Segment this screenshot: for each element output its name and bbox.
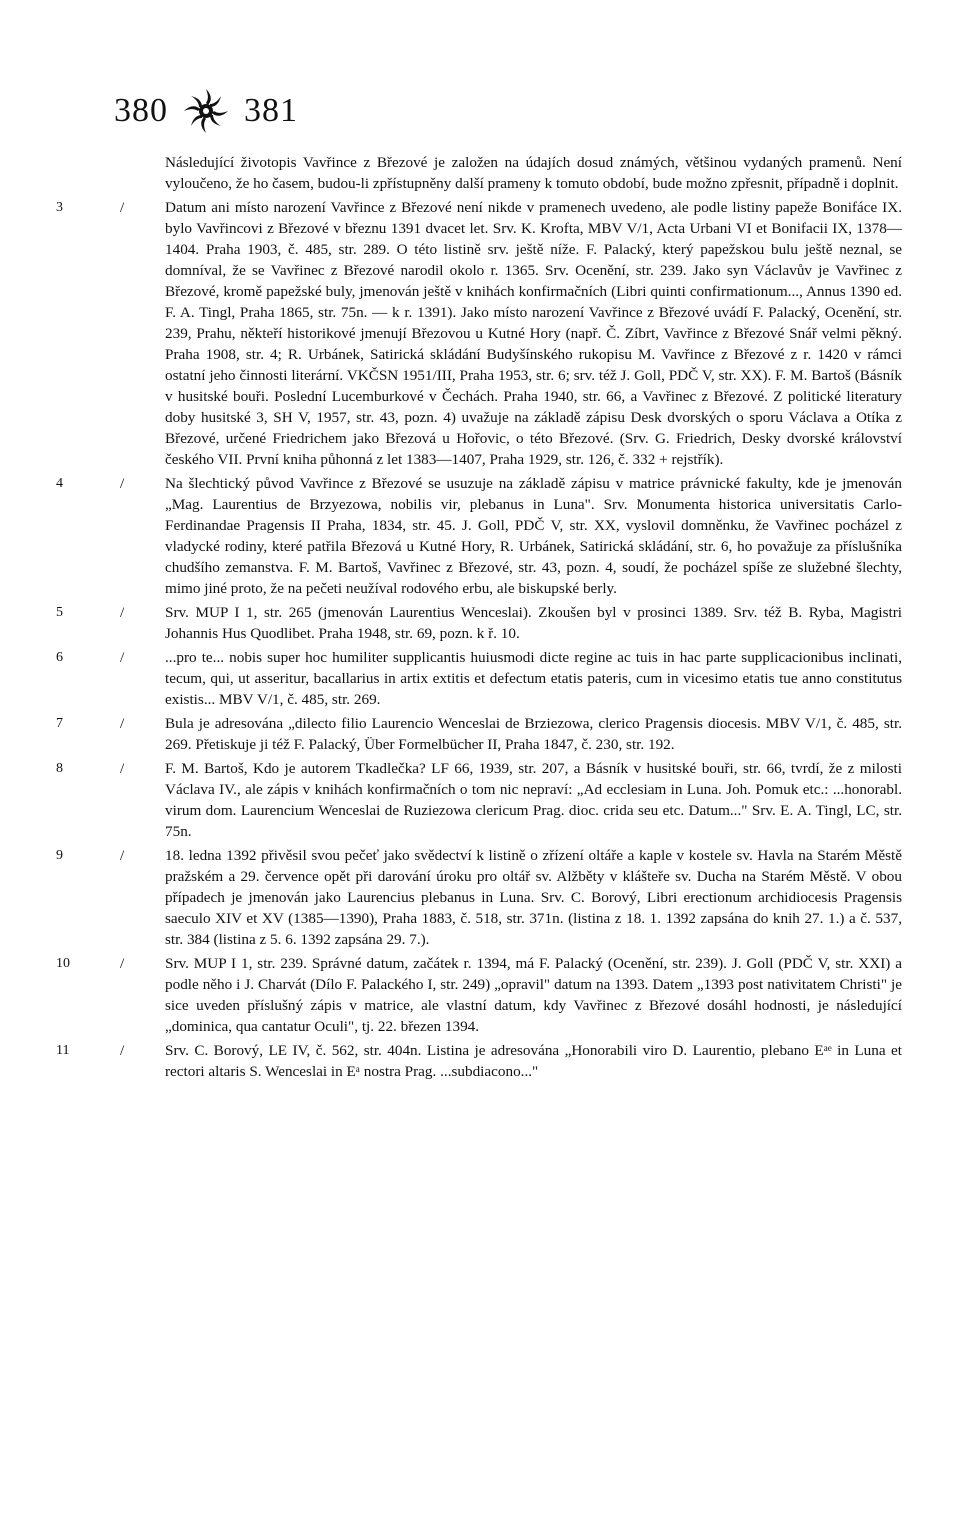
note-number: 11 (56, 1043, 70, 1058)
note-separator: / (120, 715, 125, 732)
note-text: Na šlechtický původ Vavřince z Březové se usuzuje na základě zápisu v matrice právnické fakulty, kde je jmenován „Mag. Laurentius de Brzyezowa, nobilis vir, plebanus in Luna". Srv. Monumenta historica universitatis Carlo-Ferdinandae Pragensis II Praha, 1834, str. 45. J. Goll, PDČ V, str. XX, vyslovil domněnku, že Vavřinec pocházel z vladycké rodiny, které patřila Březová u Kutné Hory, R. Urbánek, Satirická skládání, str. 6, ho považuje za příslušníka chudšího zemanstva. F. M. Bartoš, Vavřinec z Březové, str. 43, pozn. 4, soudí, že pocházel spíše ze služebné šlechty, mimo jiné proto, že na pečeti neužíval rodového erbu, ale biskupské berly. (165, 475, 902, 597)
note-separator: / (120, 760, 125, 777)
note-6 (56, 647, 902, 710)
note-text: Bula je adresována „dilecto filio Laurencio Wenceslai de Brziezowa, clerico Pragensis diocesis. MBV V/1, č. 485, str. 269. Přetiskuje ji též F. Palacký, Über Formelbücher II, Praha 1847, č. 230, str. 192. (165, 715, 902, 753)
note-text: Srv. MUP I 1, str. 239. Správné datum, začátek r. 1394, má F. Palacký (Ocenění, str. 239). J. Goll (PDČ V, str. XXI) a podle něho i J. Charvát (Dílo F. Palackého I, str. 249) „opravil" datum na 1393. Datem „1393 post nativitatem Christi" je sice uveden příslušný zápis v matrice, ale vlastní datum, kdy Vavřinec z Březové dosáhl hodnosti, je následující „dominica, qua cantatur Oculi", tj. 22. březen 1394. (165, 955, 902, 1035)
swirl-ornament-icon (182, 87, 230, 135)
note-11 (56, 1040, 902, 1082)
note-separator: / (120, 1042, 125, 1059)
note-text: 18. ledna 1392 přivěsil svou pečeť jako svědectví k listině o zřízení oltáře a kaple v kostele sv. Havla na Starém Městě pražském a 29. července opět při darování úroku pro oltář sv. Alžběty v klášteře sv. Ducha na Starém Městě. V obou případech je jmenován jako Laurencius plebanus in Luna. Srv. C. Borový, Libri erectionum archidiocesis Pragensis saeculo XIV et XV (1385—1390), Praha 1883, č. 518, str. 371n. (listina z 18. 1. 1392 zapsána do knih 27. 1.) a č. 537, str. 384 (listina z 5. 6. 1392 zapsána 29. 7.). (165, 847, 902, 948)
note-7 (56, 713, 902, 755)
page-header (114, 86, 298, 136)
notes-section (56, 152, 902, 1082)
note-separator: / (120, 604, 125, 621)
note-number: 8 (56, 761, 63, 776)
note-text: F. M. Bartoš, Kdo je autorem Tkadlečka? LF 66, 1939, str. 207, a Básník v husitské bouři, str. 66, tvrdí, že z milosti Václava IV., ale zápis v knihách konfirmačních o tom nic nepraví: „Ad ecclesiam in Luna. Joh. Pomuk etc.: ...honorabl. virum dom. Laurencium Wenceslai de Ruziezowa clericum Prag. dioc. crida seu etc. Datum..." Srv. E. A. Tingl, LC, str. 75n. (165, 760, 902, 840)
note-separator: / (120, 955, 125, 972)
note-9 (56, 845, 902, 950)
note-text: Srv. C. Borový, LE IV, č. 562, str. 404n. Listina je adresována „Honorabili viro D. Laurentio, plebano Eᵃᵉ in Luna et rectori altaris S. Wenceslai in Eᵃ nostra Prag. ...subdiacono..." (165, 1042, 902, 1080)
note-number: 9 (56, 848, 63, 863)
note-number: 10 (56, 956, 70, 971)
note-number: 3 (56, 200, 63, 215)
note-separator: / (120, 649, 125, 666)
note-number: 4 (56, 476, 63, 491)
note-text: ...pro te... nobis super hoc humiliter supplicantis huiusmodi dicte regine ac tuis in hac parte supplicacionibus inclinati, tecum, qui, ut asseritur, bacallarius in artix extitis et defectum etatis pateris, cum in vicesimo etatis tue anno constitutus existis... MBV V/1, č. 485, str. 269. (165, 649, 902, 708)
note-separator: / (120, 199, 125, 216)
note-number: 6 (56, 650, 63, 665)
note-number: 5 (56, 605, 63, 620)
note-3 (56, 197, 902, 470)
note-separator: / (120, 475, 125, 492)
note-4 (56, 473, 902, 599)
note-separator: / (120, 847, 125, 864)
intro-paragraph: Následující životopis Vavřince z Březové je založen na údajích dosud známých, většinou vydaných pramenů. Není vyloučeno, že ho časem, budou-li zpřístupněny další prameny k tomuto období, bude možno zpřesnit, případně i doplnit. (165, 154, 902, 192)
right-page-number: 381 (244, 92, 298, 129)
note-text: Datum ani místo narození Vavřince z Březové není nikde v pramenech uvedeno, ale podle listiny papeže Bonifáce IX. bylo Vavřincovi z Březové v březnu 1391 dvacet let. Srv. K. Krofta, MBV V/1, Acta Urbani VI et Bonifacii IX, 1378—1404. Praha 1903, č. 485, str. 289. O této listině srv. ještě níže. F. Palacký, který papežskou bulu ještě neznal, se domníval, že se Vavřinec z Březové narodil okolo r. 1365. Srv. Ocenění, str. 239. Jako syn Václavův je Vavřinec z Březové, kromě papežské buly, jmenován ještě v knihách konfirmačních (Libri quinti confirmationum..., Annus 1390 ed. F. A. Tingl, Praha 1865, str. 75n. — k r. 1391). Jako místo narození Vavřince z Březové uvádí F. Palacký, Ocenění, str. 239, Prahu, někteří historikové jmenují Březovou u Kutné Hory (např. Č. Zíbrt, Vavřince z Březové Snář velmi pěkný. Praha 1908, str. 4; R. Urbánek, Satirická skládání Budyšínského rukopisu M. Vavřince z Březové z r. 1420 v rámci ostatní jeho činnosti literární. VKČSN 1951/III, Praha 1953, str. 6; srv. též J. Goll, PDČ V, str. XX). F. M. Bartoš (Básník v husitské bouři. Poslední Lucemburkové v Čechách. Praha 1940, str. 66, a Vavřinec z Březové. Z politické literatury doby husitské 3, SH V, 1957, str. 43, pozn. 4) uvažuje na základě zápisu Desk dvorských o sporu Václava a Otíka z Březové, určené Friedrichem jako Březová u Hořovic, o této Březové. (Srv. G. Friedrich, Desky dvorské království českého VII. První kniha půhonná z let 1383—1407, Praha 1929, str. 126, č. 332 + rejstřík). (165, 199, 902, 468)
left-page-number: 380 (114, 92, 168, 129)
note-8 (56, 758, 902, 842)
note-text: Srv. MUP I 1, str. 265 (jmenován Laurentius Wenceslai). Zkoušen byl v prosinci 1389. Srv. též B. Ryba, Magistri Johannis Hus Quodlibet. Praha 1948, str. 69, pozn. k ř. 10. (165, 604, 902, 642)
note-5 (56, 602, 902, 644)
note-10 (56, 953, 902, 1037)
note-number: 7 (56, 716, 63, 731)
